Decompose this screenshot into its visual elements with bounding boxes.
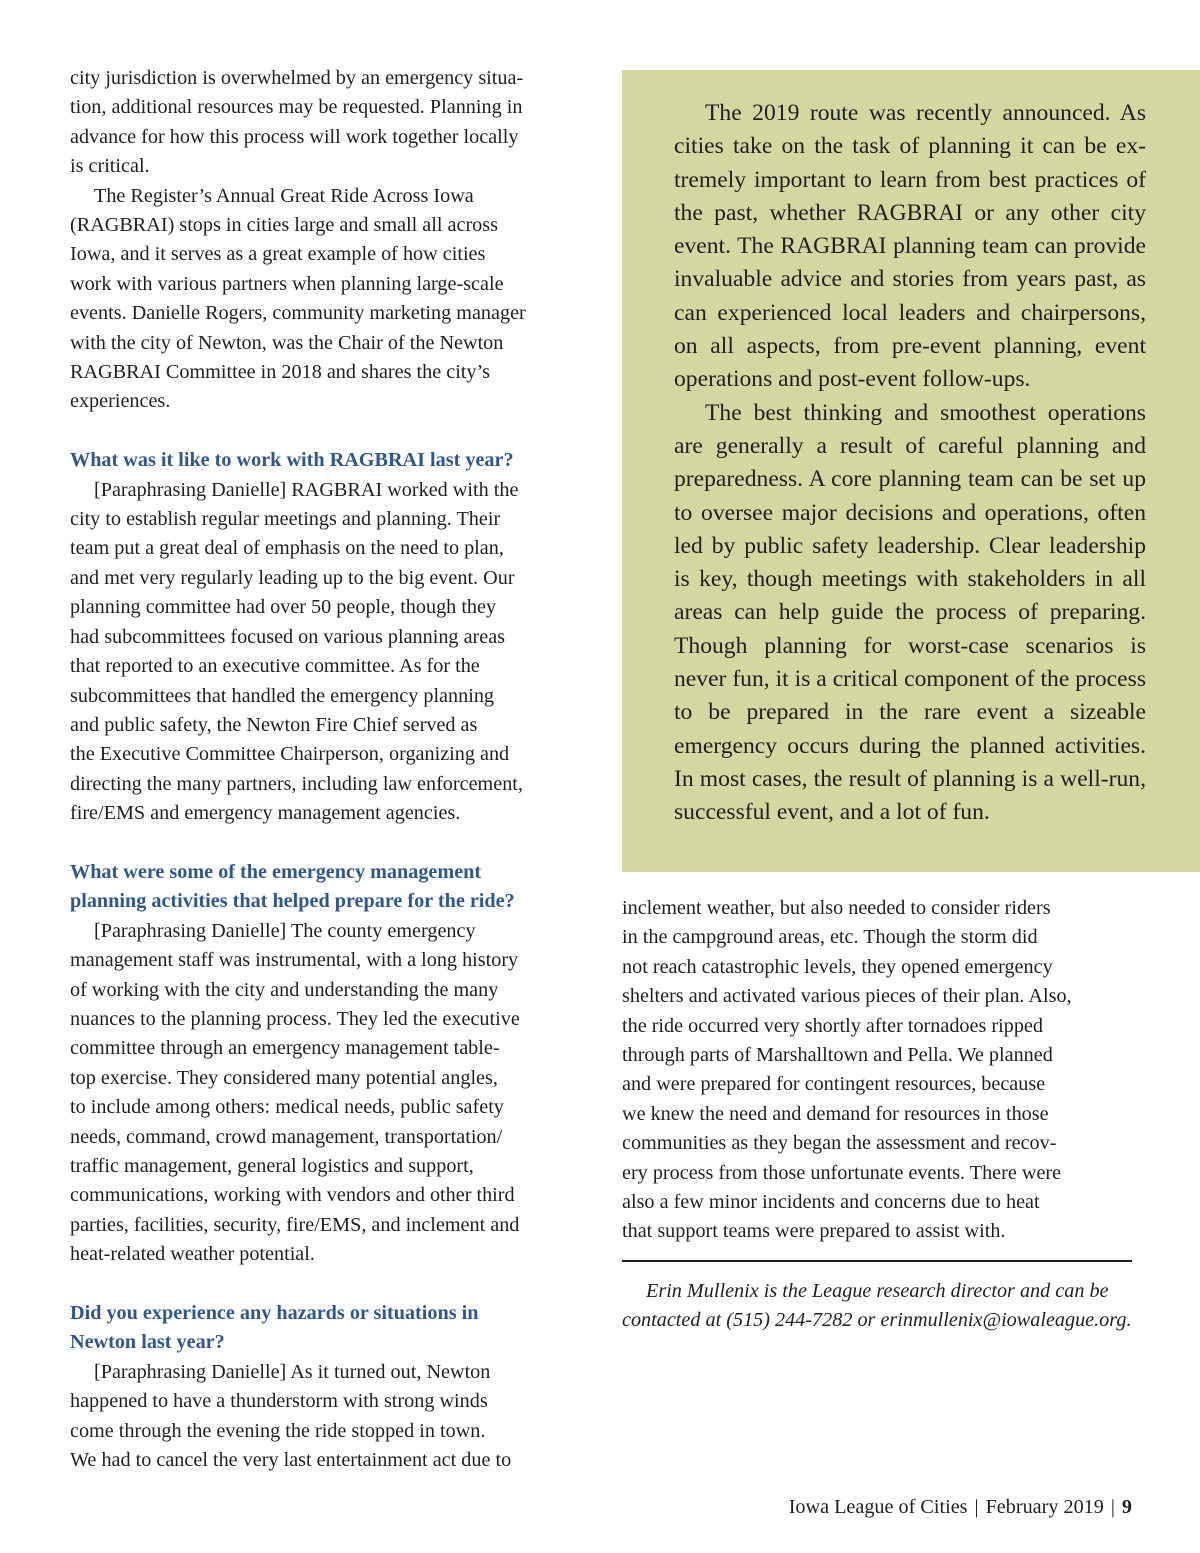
question-1-heading: What was it like to work with RAGBRAI last year? — [70, 449, 514, 472]
sidebar-paragraph-1: The 2019 route was recently announced. As cities take on the task of planning it can be extremely important to learn from best practices of the past, whether RAGBRAI or any other city event. The RAGBRAI planning team can provide invaluable advice and stories from years past, as can experienced local leaders and chairpersons, on all aspects, from pre-event planning, event operations and post-event follow-ups. — [674, 100, 1146, 393]
page-footer — [789, 1494, 1132, 1520]
publication-name: Iowa League of Cities — [788, 1496, 968, 1518]
question-2-heading: What were some of the emergency management planning activities that helped prepare for the ride? — [70, 860, 515, 913]
question-2-answer: [Paraphrasing Danielle] The county emergency management staff was instrumental, with a long history of working with the city and understanding the many nuances to the planning process. They led the executive committee through an emergency management table- top exercise. They considered many potential angles, to include among others: medical needs, public safety needs, command, crowd management, transportation/ traffic management, general logistics and support, communications, working with vendors and other third parties, facilities, security, fire/EMS, and inclement and heat-related weather potential. — [70, 919, 520, 1266]
left-column — [70, 64, 582, 1475]
continuation-paragraph: inclement weather, but also needed to consider riders in the campground areas, etc. Though the storm did not reach catastrophic levels, they opened emergency shelters and activated various pieces of their plan. Also, the ride occurred very shortly after tornadoes ripped through parts of Marshalltown and Pella. We planned and were prepared for contingent resources, because we knew the need and demand for resources in those communities as they began the assessment and recov- ery process from those unfortunate events. There were also a few minor incidents and concerns due to heat that support teams were prepared to assist with. — [622, 897, 1072, 1243]
question-3-heading: Did you experience any hazards or situations in Newton last year? — [70, 1302, 479, 1354]
question-3-answer: [Paraphrasing Danielle] As it turned out, Newton happened to have a thunderstorm with strong winds come through the evening the ride stopped in town. We had to cancel the very last entertainment act due to — [70, 1360, 512, 1472]
question-1-answer: [Paraphrasing Danielle] RAGBRAI worked with the city to establish regular meetings and planning. Their team put a great deal of emphasis on the need to plan, and met very regularly leading up to the big event. Our planning committee had over 50 people, though they had subcommittees focused on various planning areas that reported to an executive committee. As for the subcommittees that handled the emergency planning and public safety, the Newton Fire Chief served as the Executive Committee Chairperson, organizing and directing the many partners, including law enforcement, fire/EMS and emergency management agencies. — [70, 478, 523, 825]
footer-separator: | — [974, 1496, 979, 1518]
sidebar-paragraph-2: The best thinking and smoothest operations are generally a result of careful planning and preparedness. A core planning team can be set up to oversee major decisions and operations, often led by public safety leadership. Clear leadership is key, though meetings with stakeholders in all areas can help guide the process of preparing. Though planning for worst-case scenarios is never fun, it is a critical component of the process to be prepared in the rare event a sizeable emergency occurs during the planned activities. In most cases, the result of planning is a well-run, successful event, and a lot of fun. — [674, 399, 1146, 826]
sidebar-box — [622, 70, 1200, 872]
page-number: 9 — [1121, 1496, 1132, 1518]
footer-separator: | — [1110, 1496, 1115, 1518]
author-byline: Erin Mullenix is the League research director and can be contacted at (515) 244-7282 or erinmullenix@iowaleague.org. — [622, 1280, 1132, 1332]
divider-rule — [622, 1260, 1132, 1262]
issue-date: February 2019 — [985, 1496, 1104, 1518]
intro-paragraph: city jurisdiction is overwhelmed by an emergency situa- tion, additional resources may be requested. Planning in advance for how this process will work together locally is critical. — [70, 67, 524, 178]
sidebar-text — [674, 97, 1146, 830]
right-column — [622, 894, 1132, 1247]
ragbrai-paragraph: The Register’s Annual Great Ride Across Iowa (RAGBRAI) stops in cities large and small all across Iowa, and it serves as a great example of how cities work with various partners when planning large-scale events. Danielle Rogers, community marketing manager with the city of Newton, was the Chair of the Newton RAGBRAI Committee in 2018 and shares the city’s experiences. — [70, 184, 526, 413]
